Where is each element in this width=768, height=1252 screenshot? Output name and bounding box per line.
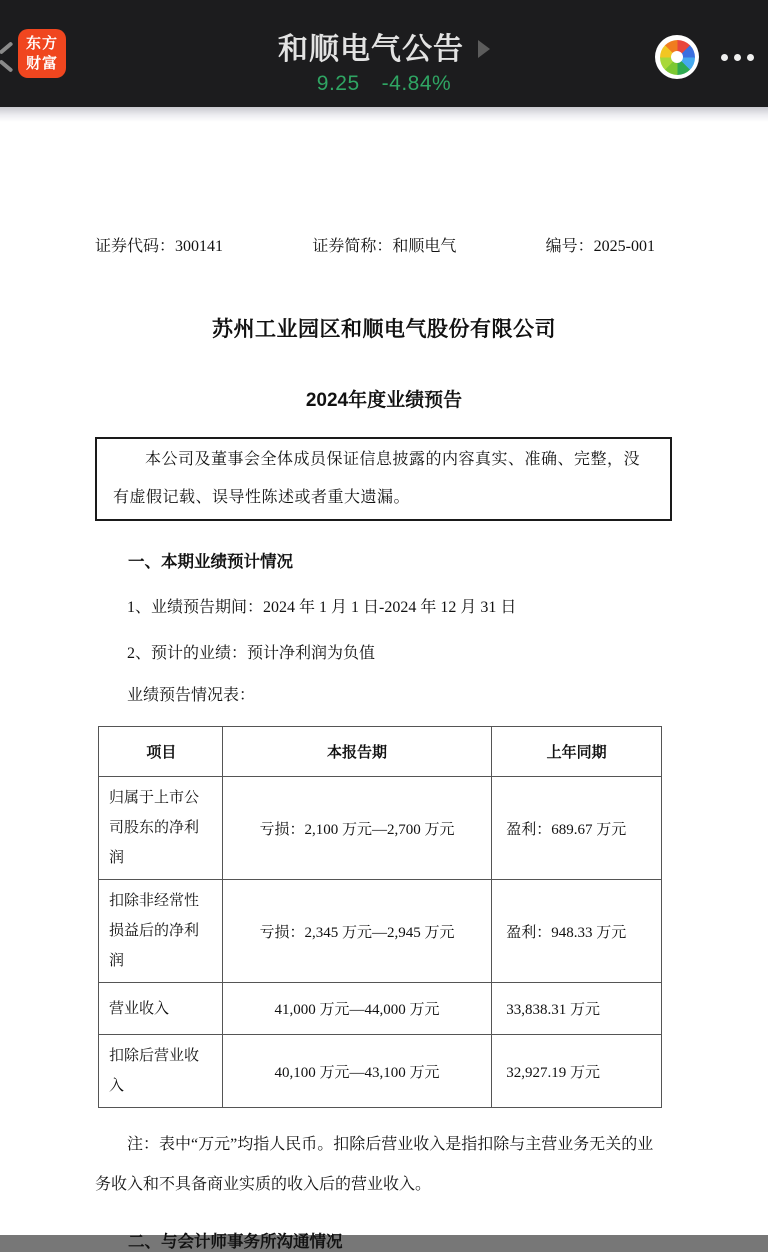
doc-title: 苏州工业园区和顺电气股份有限公司 bbox=[212, 318, 556, 341]
table-cell: 盈利：948.33 万元 bbox=[492, 880, 662, 983]
performance-table bbox=[98, 726, 662, 1108]
disclaimer-box bbox=[95, 437, 672, 521]
table-row bbox=[99, 777, 662, 880]
table-cell: 40,100 万元—43,100 万元 bbox=[222, 1035, 491, 1108]
meta-row bbox=[95, 233, 655, 256]
meta-security-code: 证券代码：300141 bbox=[95, 238, 224, 255]
table-cell: 盈利：689.67 万元 bbox=[492, 777, 662, 880]
meta-announcement-number: 编号：2025-001 bbox=[545, 238, 655, 255]
para-expected-result: 2、预计的业绩：预计净利润为负值 bbox=[127, 645, 376, 662]
page-top-shadow bbox=[0, 107, 768, 122]
para-table-intro: 业绩预告情况表： bbox=[127, 687, 256, 704]
document bbox=[0, 122, 768, 1251]
table-cell: 32,927.19 万元 bbox=[492, 1035, 662, 1108]
stock-price: 9.25 bbox=[316, 72, 360, 95]
app-bar bbox=[0, 0, 768, 107]
table-row bbox=[99, 1035, 662, 1108]
table-header-cell: 上年同期 bbox=[492, 727, 662, 777]
expand-caret-icon bbox=[478, 40, 490, 58]
meta-security-name: 证券简称：和顺电气 bbox=[312, 238, 457, 255]
table-cell: 亏损：2,345 万元—2,945 万元 bbox=[222, 880, 491, 983]
table-row bbox=[99, 983, 662, 1035]
doc-subtitle: 2024年度业绩预告 bbox=[305, 390, 463, 411]
table-cell: 归属于上市公司股东的净利润 bbox=[99, 777, 223, 880]
table-cell: 亏损：2,100 万元—2,700 万元 bbox=[222, 777, 491, 880]
more-icon[interactable] bbox=[721, 54, 754, 61]
title-block bbox=[0, 0, 768, 96]
section-heading-1: 一、本期业绩预计情况 bbox=[128, 553, 293, 571]
table-note: 注：表中“万元”均指人民币。扣除后营业收入是指扣除与主营业务无关的业务收入和不具备商业实质的收入后的营业收入。 bbox=[95, 1136, 654, 1193]
app-logo-line2: 财富 bbox=[25, 54, 58, 72]
stock-change: -4.84% bbox=[381, 72, 452, 95]
table-cell: 扣除后营业收入 bbox=[99, 1035, 223, 1108]
table-header-row bbox=[99, 727, 662, 777]
table-cell: 营业收入 bbox=[99, 983, 223, 1035]
app-logo-line1: 东方 bbox=[25, 35, 58, 53]
table-row bbox=[99, 880, 662, 983]
table-cell: 扣除非经常性损益后的净利润 bbox=[99, 880, 223, 983]
appbar-actions bbox=[655, 35, 754, 79]
disclaimer-text: 本公司及董事会全体成员保证信息披露的内容真实、准确、完整，没有虚假记载、误导性陈述或者重大遗漏。 bbox=[113, 451, 641, 506]
para-forecast-period: 1、业绩预告期间：2024 年 1 月 1 日-2024 年 12 月 31 日 bbox=[127, 599, 517, 616]
table-cell: 41,000 万元—44,000 万元 bbox=[222, 983, 491, 1035]
table-header-cell: 本报告期 bbox=[222, 727, 491, 777]
shutter-icon[interactable] bbox=[655, 35, 699, 79]
table-cell: 33,838.31 万元 bbox=[492, 983, 662, 1035]
section-heading-2: 二、与会计师事务所沟通情况 bbox=[128, 1233, 343, 1251]
stock-title-button[interactable] bbox=[278, 24, 490, 68]
table-header-cell: 项目 bbox=[99, 727, 223, 777]
price-row bbox=[0, 72, 768, 96]
page-title: 和顺电气公告 bbox=[278, 33, 464, 66]
